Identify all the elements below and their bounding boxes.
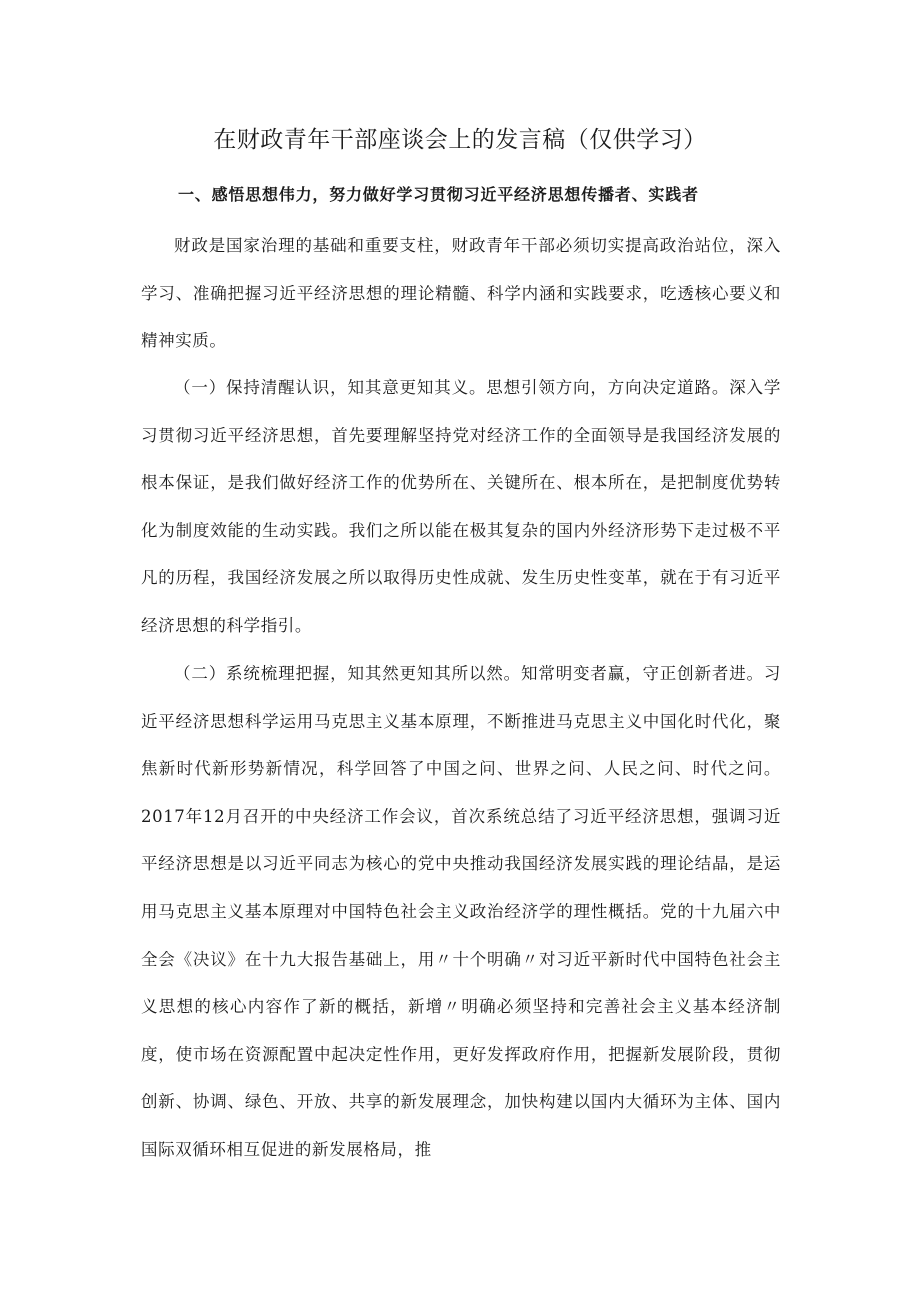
body-paragraph: （一）保持清醒认识，知其意更知其义。思想引领方向，方向决定道路。深入学习贯彻习近平经济思想，首先要理解坚持党对经济工作的全面领导是我国经济发展的根本保证，是我们做好经济工作的优势所在、关键所在、根本所在，是把制度优势转化为制度效能的生动实践。我们之所以能在极其复杂的国内外经济形势下走过极不平凡的历程，我国经济发展之所以取得历史性成就、发生历史性变革，就在于有习近平经济思想的科学指引。 — [141, 378, 781, 635]
body-paragraph: 财政是国家治理的基础和重要支柱，财政青年干部必须切实提高政治站位，深入学习、准确把握习近平经济思想的理论精髓、科学内涵和实践要求，吃透核心要义和精神实质。 — [141, 236, 781, 351]
body-paragraph: （二）系统梳理把握，知其然更知其所以然。知常明变者赢，守正创新者进。习近平经济思想科学运用马克思主义基本原理，不断推进马克思主义中国化时代化，聚焦新时代新形势新情况，科学回答了中国之问、世界之问、人民之问、时代之问。2017年12月召开的中央经济工作会议，首次系统总结了习近平经济思想，强调习近平经济思想是以习近平同志为核心的党中央推动我国经济发展实践的理论结晶，是运用马克思主义基本原理对中国特色社会主义政治经济学的理性概括。党的十九届六中全会《决议》在十九大报告基础上，用〃十个明确〃对习近平新时代中国特色社会主义思想的核心内容作了新的概括，新增〃明确必须坚持和完善社会主义基本经济制度，使市场在资源配置中起决定性作用，更好发挥政府作用，把握新发展阶段，贯彻创新、协调、绿色、开放、共享的新发展理念，加快构建以国内大循环为主体、国内国际双循环相互促进的新发展格局，推 — [141, 664, 781, 1159]
document-title: 在财政青年干部座谈会上的发言稿（仅供学习） — [213, 127, 707, 153]
section-heading: 一、感悟思想伟力，努力做好学习贯彻习近平经济思想传播者、实践者 — [178, 185, 699, 204]
